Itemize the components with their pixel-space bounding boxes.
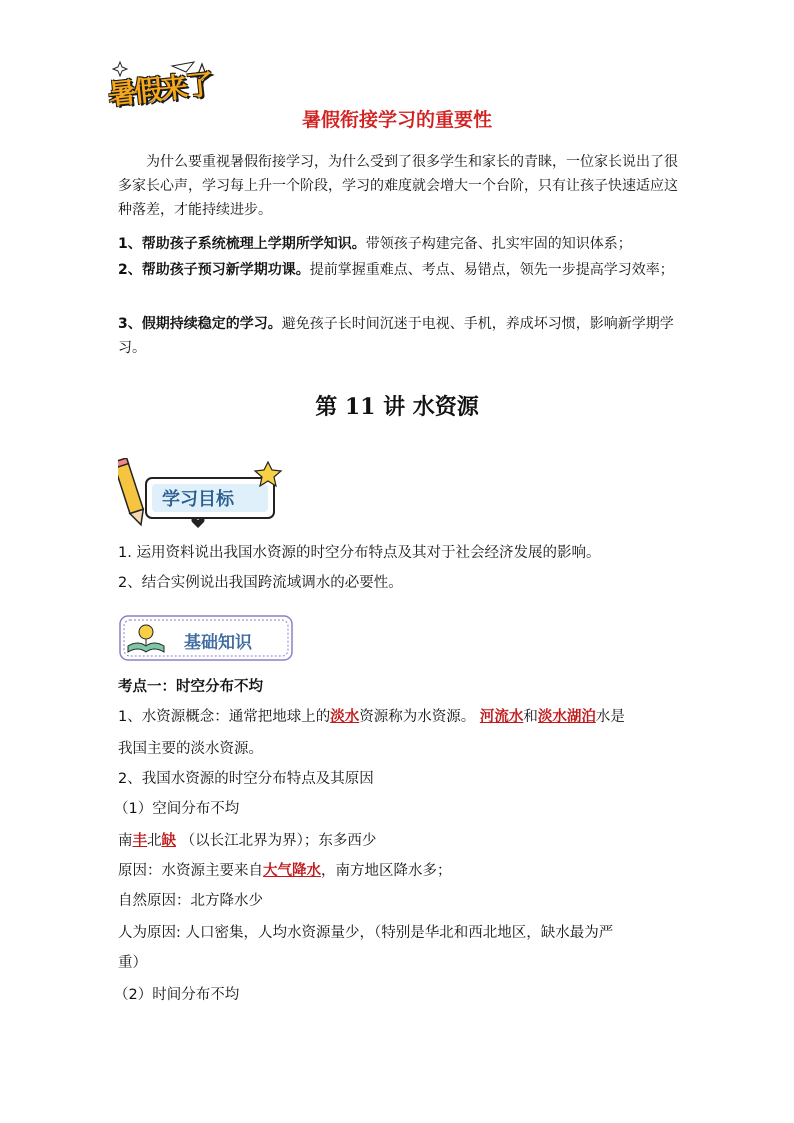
answer-lack: 缺 bbox=[161, 833, 176, 849]
text: 原因：水资源主要来自 bbox=[118, 863, 263, 879]
reason-line bbox=[118, 858, 683, 884]
point-1-rest: 带领孩子构建完备、扎实牢固的知识体系； bbox=[365, 236, 632, 252]
kaodian-heading: 考点一：时空分布不均 bbox=[118, 679, 263, 695]
text: 和 bbox=[523, 709, 538, 725]
spatial-heading: （1）空间分布不均 bbox=[114, 801, 240, 817]
goal-item-2: 2、结合实例说出我国跨流域调水的必要性。 bbox=[118, 575, 403, 591]
text: ，南方地区降水多； bbox=[321, 863, 452, 879]
natural-reason: 自然原因：北方降水少 bbox=[118, 893, 263, 909]
point-3-bold: 3、假期持续稳定的学习。 bbox=[118, 316, 282, 332]
intro-point-2 bbox=[118, 258, 678, 282]
text: 1、水资源概念：通常把地球上的 bbox=[118, 709, 331, 725]
goals-banner bbox=[118, 458, 288, 530]
answer-precipitation: 大气降水 bbox=[263, 863, 321, 879]
answer-river-water: 河流水 bbox=[479, 709, 524, 725]
text: 北 bbox=[147, 833, 162, 849]
text: 南 bbox=[118, 833, 133, 849]
human-reason: 人为原因: 人口密集，人均水资源量少，（特别是华北和西北地区，缺水最为严 bbox=[118, 925, 614, 941]
point-2-rest: 提前掌握重难点、考点、易错点，领先一步提高学习效率； bbox=[309, 262, 674, 278]
concept-line bbox=[118, 704, 683, 730]
section-2-heading: 2、我国水资源的时空分布特点及其原因 bbox=[118, 771, 374, 787]
answer-rich: 丰 bbox=[132, 833, 147, 849]
text: （以长江北界为界）；东多西少 bbox=[180, 833, 377, 849]
spatial-line bbox=[118, 828, 683, 854]
goals-banner-label: 学习目标 bbox=[162, 489, 234, 510]
text: 资源称为水资源。 bbox=[359, 709, 476, 725]
page-title: 暑假衔接学习的重要性 bbox=[301, 109, 492, 131]
answer-freshwater: 淡水 bbox=[330, 709, 360, 725]
intro-paragraph: 为什么要重视暑假衔接学习，为什么受到了很多学生和家长的青睐，一位家长说出了很多家长心声，学习每上升一个阶段，学习的难度就会增大一个台阶，只有让孩子快速适应这种落差，才能持续进步。 bbox=[118, 154, 678, 218]
point-2-bold: 2、帮助孩子预习新学期功课。 bbox=[118, 262, 310, 278]
intro-point-1 bbox=[118, 232, 678, 256]
basics-banner-label: 基础知识 bbox=[184, 633, 252, 653]
answer-freshwater-lake: 淡水湖泊 bbox=[537, 709, 596, 725]
point-1-bold: 1、帮助孩子系统梳理上学期所学知识。 bbox=[118, 236, 366, 252]
point-3-rest: 避免孩子长时间沉迷于电视、手机，养成坏习惯，影响新学期学习。 bbox=[118, 316, 674, 356]
concept-line-2: 我国主要的淡水资源。 bbox=[118, 741, 263, 757]
logo-text: 暑假来了 bbox=[106, 67, 214, 112]
basics-banner bbox=[118, 612, 298, 666]
lecture-title: 第 11 讲 水资源 bbox=[315, 394, 479, 420]
temporal-heading: （2）时间分布不均 bbox=[114, 987, 240, 1003]
human-reason-cont: 重） bbox=[118, 955, 147, 971]
text: 水是 bbox=[595, 709, 625, 725]
goal-item-1: 1. 运用资料说出我国水资源的时空分布特点及其对于社会经济发展的影响。 bbox=[118, 545, 601, 561]
intro-point-3 bbox=[118, 312, 678, 360]
